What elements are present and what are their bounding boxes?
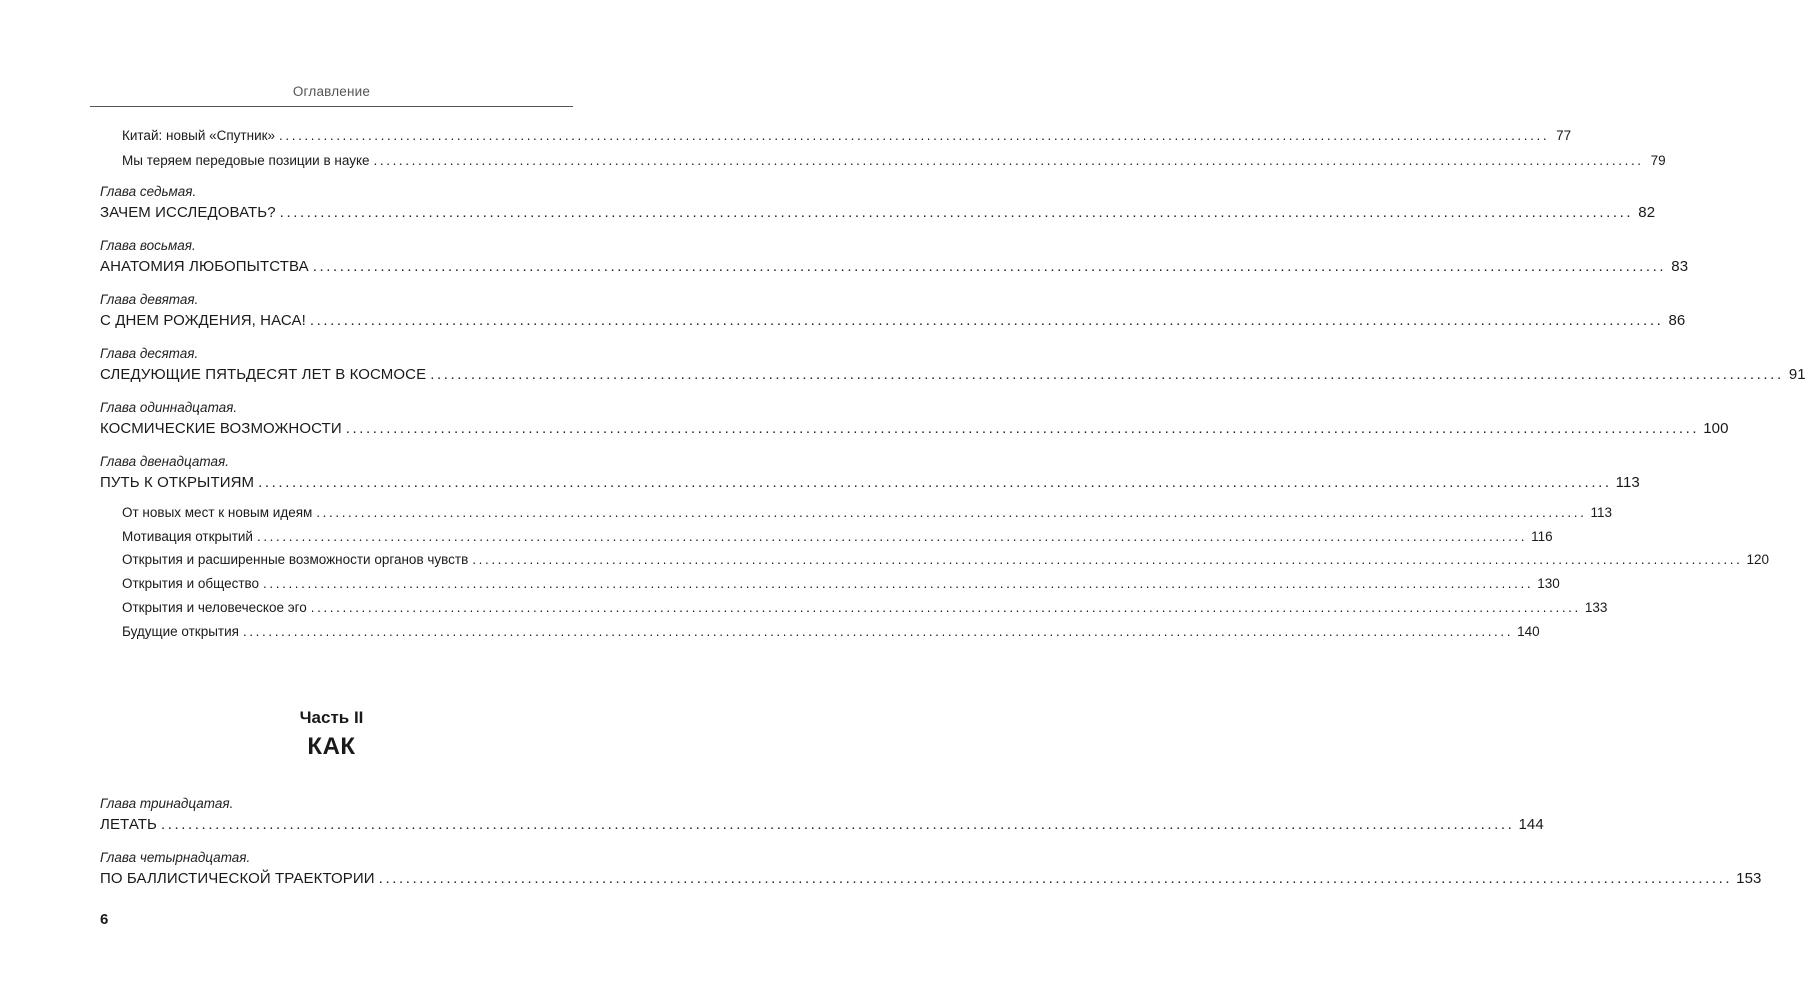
toc-entry-title: ЛЕТАТЬ [100,816,157,833]
toc-entry-title: Будущие открытия [122,624,239,639]
chapter-label: Глава восьмая. [100,238,196,253]
toc-entry-title: СЛЕДУЮЩИЕ ПЯТЬДЕСЯТ ЛЕТ В КОСМОСЕ [100,366,427,383]
toc-entry-title: ЗАЧЕМ ИССЛЕДОВАТЬ? [100,204,276,221]
page-number: 6 [100,911,109,928]
chapter-label: Глава седьмая. [100,184,197,199]
dot-leader: ........................................................................................................................................................................................................ [345,420,1700,437]
toc-entry-title: Мотивация открытий [122,529,253,544]
chapter-label: Глава двенадцатая. [100,454,229,469]
toc-chapter-entry [100,870,1762,887]
toc-entry-title: С ДНЕМ РОЖДЕНИЯ, НАСА! [100,312,306,329]
dot-leader: ........................................................................................................................................................................................................ [279,204,1634,221]
toc-entry-page: 120 [1746,552,1769,567]
dot-leader: ........................................................................................................................................................................................................ [472,552,1743,567]
part-label: Часть II [299,708,364,727]
toc-entry-page: 100 [1703,420,1729,437]
toc-entry-page: 86 [1668,312,1686,329]
toc-entry-page: 130 [1537,576,1560,591]
toc-entry-title: Открытия и расширенные возможности органов чувств [122,552,469,567]
dot-leader: ........................................................................................................................................................................................................ [160,816,1515,833]
dot-leader: ........................................................................................................................................................................................................ [256,529,1528,544]
toc-entry-page: 144 [1518,816,1544,833]
toc-entry [122,153,1666,168]
toc-entry-title: КОСМИЧЕСКИЕ ВОЗМОЖНОСТИ [100,420,342,437]
toc-entry-page: 79 [1650,153,1666,168]
dot-leader: ........................................................................................................................................................................................................ [316,505,1587,520]
toc-entry-page: 82 [1638,204,1656,221]
header-rule [90,106,573,107]
toc-entry [122,505,1612,520]
toc-chapter-entry [100,366,1806,383]
dot-leader: ........................................................................................................................................................................................................ [373,153,1644,168]
toc-chapter-entry [100,816,1544,833]
toc-chapter-entry [100,474,1640,491]
toc-entry-page: 91 [1788,366,1806,383]
toc-entry-page: 133 [1584,600,1608,615]
toc-entry [122,529,1553,544]
toc-entry-page: 153 [1736,870,1762,887]
dot-leader: ........................................................................................................................................................................................................ [378,870,1733,887]
toc-entry [122,600,1608,615]
dot-leader: ........................................................................................................................................................................................................ [309,312,1664,329]
chapter-label: Глава одиннадцатая. [100,400,238,415]
toc-entry [122,552,1769,567]
toc-entry-page: 140 [1517,624,1540,639]
toc-entry-title: Китай: новый «Спутник» [122,128,276,143]
toc-entry-page: 113 [1590,505,1612,520]
running-head: Оглавление [292,84,371,99]
chapter-label: Глава четырнадцатая. [100,850,251,865]
dot-leader: ........................................................................................................................................................................................................ [242,624,1514,639]
dot-leader: ........................................................................................................................................................................................................ [258,474,1612,491]
toc-chapter-entry [100,420,1729,437]
toc-entry-title: АНАТОМИЯ ЛЮБОПЫТСТВА [100,258,309,275]
chapter-label: Глава тринадцатая. [100,796,234,811]
chapter-label: Глава девятая. [100,292,199,307]
chapter-label: Глава десятая. [100,346,199,361]
toc-entry-page: 77 [1556,128,1572,143]
toc-entry-title: От новых мест к новым идеям [122,505,313,520]
toc-entry-title: Открытия и человеческое эго [122,600,307,615]
toc-chapter-entry [100,258,1689,275]
toc-entry-page: 113 [1615,474,1640,491]
part-title: КАК [307,733,356,760]
toc-entry [122,576,1560,591]
toc-entry-title: ПО БАЛЛИСТИЧЕСКОЙ ТРАЕКТОРИИ [100,870,375,887]
toc-entry [122,128,1572,143]
toc-entry-page: 116 [1531,529,1553,544]
dot-leader: ........................................................................................................................................................................................................ [312,258,1667,275]
toc-entry-title: Мы теряем передовые позиции в науке [122,153,370,168]
dot-leader: ........................................................................................................................................................................................................ [310,600,1581,615]
toc-entry-title: Открытия и общество [122,576,260,591]
dot-leader: ........................................................................................................................................................................................................ [263,576,1534,591]
dot-leader: ........................................................................................................................................................................................................ [279,128,1550,143]
toc-entry [122,624,1540,639]
dot-leader: ........................................................................................................................................................................................................ [430,366,1784,383]
toc-chapter-entry [100,312,1686,329]
toc-chapter-entry [100,204,1656,221]
toc-entry-page: 83 [1671,258,1689,275]
toc-entry-title: ПУТЬ К ОТКРЫТИЯМ [100,474,255,491]
